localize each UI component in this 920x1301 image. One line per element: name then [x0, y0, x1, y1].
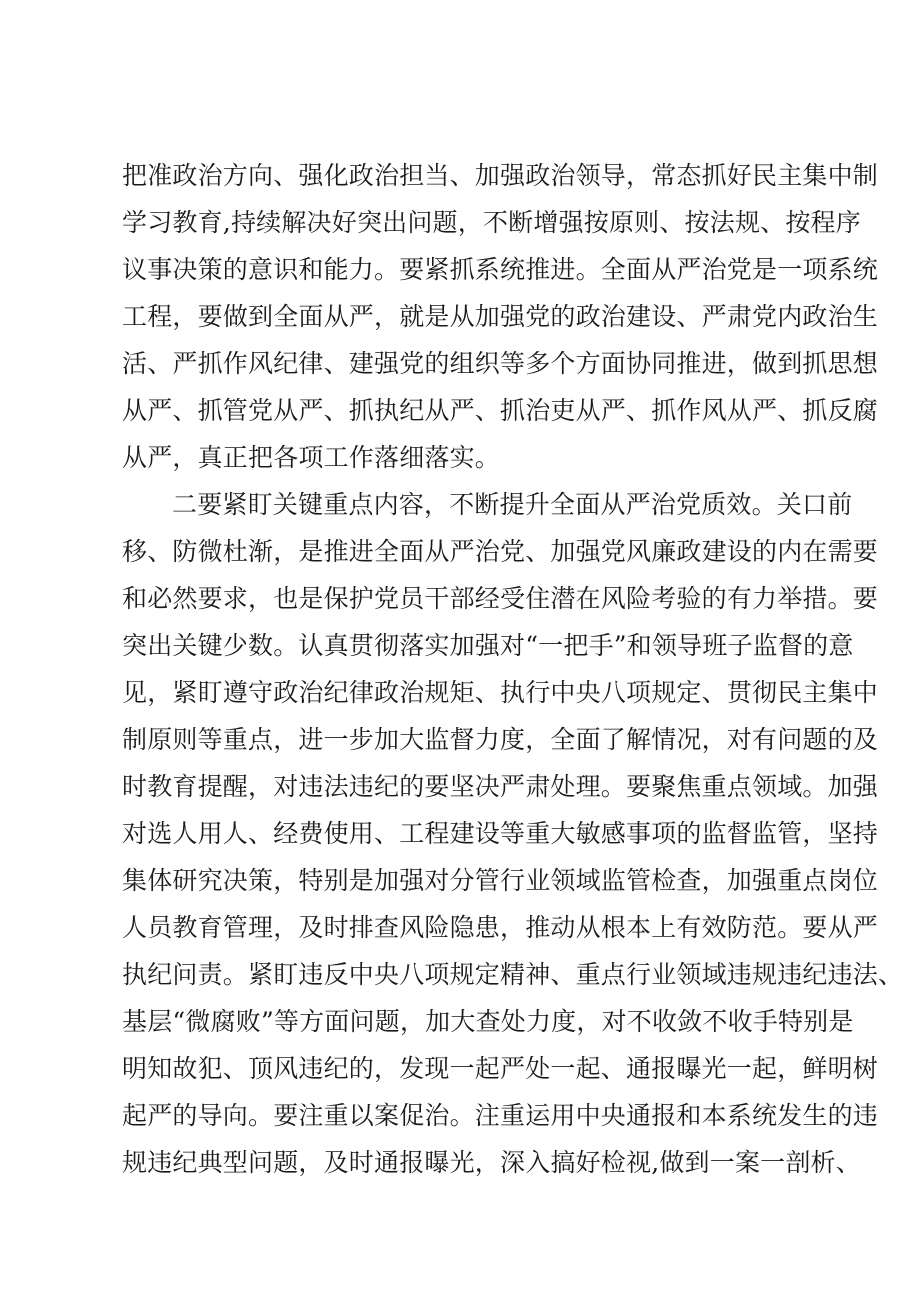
- text-line: 明知故犯、顶风违纪的，发现一起严处一起、通报曝光一起，鲜明树: [122, 1054, 879, 1083]
- text-line: 对选人用人、经费使用、工程建设等重大敏感事项的监督监管，坚持: [122, 819, 879, 848]
- text-line: 规违纪典型问题，及时通报曝光，深入搞好检视,做到一案一剖析、: [122, 1148, 861, 1177]
- text-line: 集体研究决策，特别是加强对分管行业领域监管检查，加强重点岗位: [122, 866, 879, 895]
- text-line: 时教育提醒，对违法违纪的要坚决严肃处理。要聚焦重点领域。加强: [122, 772, 879, 801]
- text-line: 制原则等重点，进一步加大监督力度，全面了解情况，对有问题的及: [122, 725, 879, 754]
- text-line: 议事决策的意识和能力。要紧抓系统推进。全面从严治党是一项系统: [122, 255, 879, 284]
- text-line: 从严，真正把各项工作落细落实。: [122, 443, 501, 472]
- text-line: 和必然要求，也是保护党员干部经受住潜在风险考验的有力举措。要: [122, 584, 879, 613]
- text-line: 执纪问责。紧盯违反中央八项规定精神、重点行业领域违规违纪违法、: [122, 960, 904, 989]
- text-line: 学习教育,持续解决好突出问题，不断增强按原则、按法规、按程序: [122, 208, 861, 237]
- text-line: 工程，要做到全面从严，就是从加强党的政治建设、严肃党内政治生: [122, 302, 879, 331]
- text-line: 基层“微腐败”等方面问题，加大查处力度，对不收敛不收手特别是: [122, 1007, 854, 1036]
- text-line: 移、防微杜渐，是推进全面从严治党、加强党风廉政建设的内在需要: [122, 537, 879, 566]
- paragraph-1: [122, 152, 879, 481]
- body-text: [122, 152, 904, 1186]
- text-line: 人员教育管理，及时排查风险隐患，推动从根本上有效防范。要从严: [122, 913, 879, 942]
- text-line: 突出关键少数。认真贯彻落实加强对“一把手”和领导班子监督的意: [122, 631, 854, 660]
- text-line: 活、严抓作风纪律、建强党的组织等多个方面协同推进，做到抓思想: [122, 349, 879, 378]
- text-line: 把准政治方向、强化政治担当、加强政治领导，常态抓好民主集中制: [122, 161, 879, 190]
- text-line: 二要紧盯关键重点内容，不断提升全面从严治党质效。关口前: [172, 490, 853, 519]
- text-line: 见，紧盯遵守政治纪律政治规矩、执行中央八项规定、贯彻民主集中: [122, 678, 879, 707]
- text-line: 起严的导向。要注重以案促治。注重运用中央通报和本系统发生的违: [122, 1101, 879, 1130]
- text-line: 从严、抓管党从严、抓执纪从严、抓治吏从严、抓作风从严、抓反腐: [122, 396, 879, 425]
- paragraph-2: [122, 481, 904, 1186]
